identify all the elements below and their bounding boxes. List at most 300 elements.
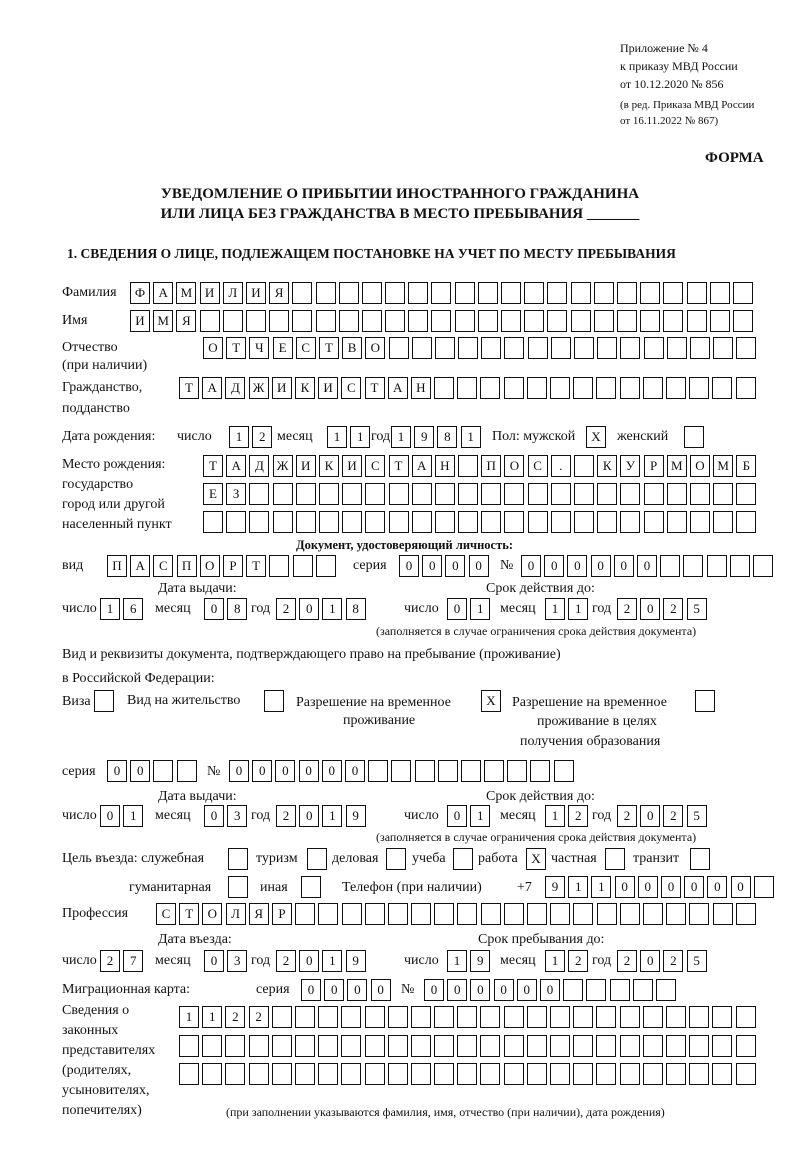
char-box[interactable] (695, 690, 715, 712)
char-box[interactable] (455, 310, 475, 332)
char-box[interactable] (550, 903, 570, 925)
char-box[interactable] (605, 848, 625, 870)
char-box[interactable] (573, 377, 593, 399)
char-box[interactable] (504, 483, 524, 505)
char-box[interactable] (644, 483, 664, 505)
char-box[interactable] (318, 1063, 338, 1085)
char-box[interactable]: 2 (276, 950, 296, 972)
char-box[interactable]: 7 (123, 950, 143, 972)
char-box[interactable]: Т (203, 455, 223, 477)
char-box[interactable] (316, 310, 336, 332)
char-box[interactable] (710, 282, 730, 304)
char-box[interactable]: 1 (350, 426, 370, 448)
char-box[interactable] (269, 555, 289, 577)
char-box[interactable] (736, 511, 756, 533)
char-box[interactable] (457, 903, 477, 925)
char-box[interactable] (273, 511, 293, 533)
char-box[interactable]: 0 (345, 760, 365, 782)
char-box[interactable]: 6 (123, 598, 143, 620)
char-box[interactable] (411, 1063, 431, 1085)
char-box[interactable] (563, 979, 583, 1001)
char-box[interactable] (319, 511, 339, 533)
char-box[interactable] (202, 1063, 222, 1085)
char-box[interactable]: 5 (687, 598, 707, 620)
char-box[interactable] (596, 1006, 616, 1028)
char-box[interactable]: 9 (470, 950, 490, 972)
char-box[interactable]: 2 (100, 950, 120, 972)
char-box[interactable]: 1 (545, 950, 565, 972)
char-box[interactable] (365, 483, 385, 505)
char-box[interactable]: 0 (637, 555, 657, 577)
char-box[interactable] (457, 377, 477, 399)
char-box[interactable]: X (526, 848, 546, 870)
char-box[interactable] (586, 979, 606, 1001)
char-box[interactable]: 0 (614, 555, 634, 577)
char-box[interactable] (707, 555, 727, 577)
char-box[interactable] (246, 310, 266, 332)
char-box[interactable]: О (504, 455, 524, 477)
char-box[interactable] (273, 483, 293, 505)
char-box[interactable] (411, 903, 431, 925)
char-box[interactable] (687, 282, 707, 304)
char-box[interactable] (574, 483, 594, 505)
char-box[interactable]: 0 (544, 555, 564, 577)
char-box[interactable] (228, 848, 248, 870)
char-box[interactable]: 0 (540, 979, 560, 1001)
char-box[interactable]: О (365, 337, 385, 359)
char-box[interactable]: 0 (638, 876, 658, 898)
char-box[interactable]: 8 (346, 598, 366, 620)
char-box[interactable] (712, 377, 732, 399)
char-box[interactable] (457, 1063, 477, 1085)
char-box[interactable] (458, 337, 478, 359)
char-box[interactable] (736, 1006, 756, 1028)
char-box[interactable] (754, 876, 774, 898)
char-box[interactable]: 1 (322, 805, 342, 827)
char-box[interactable]: П (107, 555, 127, 577)
char-box[interactable]: Т (179, 903, 199, 925)
char-box[interactable]: П (177, 555, 197, 577)
char-box[interactable] (435, 337, 455, 359)
char-box[interactable] (415, 760, 435, 782)
char-box[interactable] (574, 337, 594, 359)
char-box[interactable]: 0 (661, 876, 681, 898)
char-box[interactable] (368, 760, 388, 782)
char-box[interactable] (550, 377, 570, 399)
char-box[interactable]: 0 (517, 979, 537, 1001)
char-box[interactable] (94, 690, 114, 712)
char-box[interactable]: 0 (494, 979, 514, 1001)
char-box[interactable] (710, 310, 730, 332)
char-box[interactable] (480, 1063, 500, 1085)
char-box[interactable] (179, 1063, 199, 1085)
char-box[interactable]: 0 (299, 805, 319, 827)
char-box[interactable] (438, 760, 458, 782)
char-box[interactable] (596, 1035, 616, 1057)
char-box[interactable]: 0 (684, 876, 704, 898)
char-box[interactable] (550, 1006, 570, 1028)
char-box[interactable] (478, 282, 498, 304)
char-box[interactable] (643, 377, 663, 399)
char-box[interactable] (385, 282, 405, 304)
char-box[interactable] (272, 1063, 292, 1085)
char-box[interactable] (295, 1035, 315, 1057)
char-box[interactable] (504, 337, 524, 359)
char-box[interactable]: 0 (229, 760, 249, 782)
char-box[interactable] (365, 1063, 385, 1085)
char-box[interactable] (412, 483, 432, 505)
char-box[interactable] (339, 310, 359, 332)
char-box[interactable]: Т (226, 337, 246, 359)
char-box[interactable] (527, 1063, 547, 1085)
char-box[interactable]: Т (365, 377, 385, 399)
char-box[interactable] (527, 1035, 547, 1057)
char-box[interactable] (527, 1006, 547, 1028)
char-box[interactable] (249, 1063, 269, 1085)
char-box[interactable]: И (246, 282, 266, 304)
char-box[interactable] (573, 1035, 593, 1057)
char-box[interactable]: 0 (640, 598, 660, 620)
char-box[interactable]: А (226, 455, 246, 477)
char-box[interactable]: Л (223, 282, 243, 304)
char-box[interactable]: И (342, 455, 362, 477)
char-box[interactable] (640, 282, 660, 304)
char-box[interactable] (689, 1006, 709, 1028)
char-box[interactable]: О (200, 555, 220, 577)
char-box[interactable] (640, 310, 660, 332)
char-box[interactable]: 0 (447, 979, 467, 1001)
char-box[interactable] (200, 310, 220, 332)
char-box[interactable]: 1 (470, 805, 490, 827)
char-box[interactable] (571, 310, 591, 332)
char-box[interactable]: Т (246, 555, 266, 577)
char-box[interactable]: 0 (447, 598, 467, 620)
char-box[interactable]: 0 (204, 598, 224, 620)
char-box[interactable] (507, 760, 527, 782)
char-box[interactable] (712, 1006, 732, 1028)
char-box[interactable]: И (200, 282, 220, 304)
char-box[interactable]: 1 (461, 426, 481, 448)
char-box[interactable] (596, 1063, 616, 1085)
char-box[interactable] (480, 1035, 500, 1057)
char-box[interactable] (292, 310, 312, 332)
char-box[interactable] (551, 483, 571, 505)
char-box[interactable]: М (176, 282, 196, 304)
char-box[interactable] (431, 310, 451, 332)
char-box[interactable]: 0 (347, 979, 367, 1001)
char-box[interactable] (690, 337, 710, 359)
char-box[interactable]: 8 (437, 426, 457, 448)
char-box[interactable] (341, 1063, 361, 1085)
char-box[interactable] (617, 310, 637, 332)
char-box[interactable] (504, 1035, 524, 1057)
char-box[interactable]: 1 (202, 1006, 222, 1028)
char-box[interactable]: 2 (617, 598, 637, 620)
char-box[interactable]: А (202, 377, 222, 399)
char-box[interactable] (687, 310, 707, 332)
char-box[interactable] (504, 511, 524, 533)
char-box[interactable]: Д (225, 377, 245, 399)
char-box[interactable]: К (295, 377, 315, 399)
char-box[interactable] (295, 1063, 315, 1085)
char-box[interactable] (264, 690, 284, 712)
char-box[interactable] (342, 903, 362, 925)
char-box[interactable]: 0 (445, 555, 465, 577)
char-box[interactable] (571, 282, 591, 304)
char-box[interactable]: X (586, 426, 606, 448)
char-box[interactable] (391, 760, 411, 782)
char-box[interactable] (362, 282, 382, 304)
char-box[interactable]: Б (736, 455, 756, 477)
char-box[interactable] (389, 483, 409, 505)
char-box[interactable] (597, 903, 617, 925)
char-box[interactable]: 1 (229, 426, 249, 448)
char-box[interactable] (307, 848, 327, 870)
char-box[interactable] (228, 876, 248, 898)
char-box[interactable]: Ж (249, 377, 269, 399)
char-box[interactable]: З (226, 483, 246, 505)
char-box[interactable]: В (342, 337, 362, 359)
char-box[interactable] (713, 903, 733, 925)
char-box[interactable] (660, 555, 680, 577)
char-box[interactable] (411, 1006, 431, 1028)
char-box[interactable]: 2 (225, 1006, 245, 1028)
char-box[interactable] (455, 282, 475, 304)
char-box[interactable] (478, 310, 498, 332)
char-box[interactable]: 1 (545, 805, 565, 827)
char-box[interactable]: 2 (276, 598, 296, 620)
char-box[interactable] (457, 1006, 477, 1028)
char-box[interactable]: Я (249, 903, 269, 925)
char-box[interactable]: К (319, 455, 339, 477)
char-box[interactable] (620, 1035, 640, 1057)
char-box[interactable] (594, 310, 614, 332)
char-box[interactable] (528, 337, 548, 359)
char-box[interactable]: Д (249, 455, 269, 477)
char-box[interactable] (689, 903, 709, 925)
char-box[interactable]: 0 (324, 979, 344, 1001)
char-box[interactable]: 0 (615, 876, 635, 898)
char-box[interactable] (550, 1063, 570, 1085)
char-box[interactable]: 2 (617, 950, 637, 972)
char-box[interactable]: 2 (568, 950, 588, 972)
char-box[interactable] (389, 337, 409, 359)
char-box[interactable] (666, 903, 686, 925)
char-box[interactable] (202, 1035, 222, 1057)
char-box[interactable]: И (130, 310, 150, 332)
char-box[interactable] (458, 483, 478, 505)
char-box[interactable] (550, 1035, 570, 1057)
char-box[interactable]: 2 (252, 426, 272, 448)
char-box[interactable] (644, 511, 664, 533)
char-box[interactable]: . (551, 455, 571, 477)
char-box[interactable]: Е (273, 337, 293, 359)
char-box[interactable] (643, 1035, 663, 1057)
char-box[interactable] (713, 483, 733, 505)
char-box[interactable] (733, 282, 753, 304)
char-box[interactable] (594, 282, 614, 304)
char-box[interactable] (177, 760, 197, 782)
char-box[interactable] (225, 1063, 245, 1085)
char-box[interactable] (481, 483, 501, 505)
char-box[interactable] (318, 1035, 338, 1057)
char-box[interactable] (458, 455, 478, 477)
char-box[interactable]: А (412, 455, 432, 477)
char-box[interactable]: 9 (346, 950, 366, 972)
char-box[interactable]: 1 (568, 598, 588, 620)
char-box[interactable]: К (597, 455, 617, 477)
char-box[interactable]: 1 (327, 426, 347, 448)
char-box[interactable] (527, 903, 547, 925)
char-box[interactable] (753, 555, 773, 577)
char-box[interactable] (620, 511, 640, 533)
char-box[interactable] (666, 1035, 686, 1057)
char-box[interactable]: 0 (422, 555, 442, 577)
char-box[interactable] (596, 377, 616, 399)
char-box[interactable]: 1 (322, 950, 342, 972)
char-box[interactable]: Ж (273, 455, 293, 477)
char-box[interactable]: С (365, 455, 385, 477)
char-box[interactable]: X (481, 690, 501, 712)
char-box[interactable] (318, 903, 338, 925)
char-box[interactable]: Е (203, 483, 223, 505)
char-box[interactable] (620, 337, 640, 359)
char-box[interactable] (574, 455, 594, 477)
char-box[interactable]: 0 (299, 598, 319, 620)
char-box[interactable] (528, 483, 548, 505)
char-box[interactable]: 2 (617, 805, 637, 827)
char-box[interactable]: 1 (391, 426, 411, 448)
char-box[interactable] (547, 282, 567, 304)
char-box[interactable] (388, 903, 408, 925)
char-box[interactable]: Я (269, 282, 289, 304)
char-box[interactable]: 1 (545, 598, 565, 620)
char-box[interactable]: А (388, 377, 408, 399)
char-box[interactable] (431, 282, 451, 304)
char-box[interactable]: М (153, 310, 173, 332)
char-box[interactable]: 5 (687, 950, 707, 972)
char-box[interactable] (301, 876, 321, 898)
char-box[interactable] (295, 903, 315, 925)
char-box[interactable] (435, 483, 455, 505)
char-box[interactable] (663, 310, 683, 332)
char-box[interactable]: Я (176, 310, 196, 332)
char-box[interactable]: 0 (640, 950, 660, 972)
char-box[interactable]: У (620, 455, 640, 477)
char-box[interactable] (712, 1063, 732, 1085)
char-box[interactable] (292, 282, 312, 304)
char-box[interactable]: 0 (204, 805, 224, 827)
char-box[interactable] (408, 310, 428, 332)
char-box[interactable]: 0 (424, 979, 444, 1001)
char-box[interactable]: 1 (179, 1006, 199, 1028)
char-box[interactable] (481, 511, 501, 533)
char-box[interactable]: 0 (640, 805, 660, 827)
char-box[interactable] (434, 1035, 454, 1057)
char-box[interactable] (620, 1006, 640, 1028)
char-box[interactable] (504, 377, 524, 399)
char-box[interactable] (524, 282, 544, 304)
char-box[interactable] (666, 1063, 686, 1085)
char-box[interactable]: И (272, 377, 292, 399)
char-box[interactable] (736, 377, 756, 399)
char-box[interactable]: 0 (447, 805, 467, 827)
char-box[interactable] (481, 337, 501, 359)
char-box[interactable]: 3 (227, 950, 247, 972)
char-box[interactable] (504, 1006, 524, 1028)
char-box[interactable]: 0 (252, 760, 272, 782)
char-box[interactable] (501, 310, 521, 332)
char-box[interactable]: Р (644, 455, 664, 477)
char-box[interactable] (573, 1006, 593, 1028)
char-box[interactable] (620, 483, 640, 505)
char-box[interactable] (667, 511, 687, 533)
char-box[interactable] (547, 310, 567, 332)
char-box[interactable] (434, 1006, 454, 1028)
char-box[interactable]: О (690, 455, 710, 477)
char-box[interactable] (389, 511, 409, 533)
char-box[interactable] (318, 1006, 338, 1028)
char-box[interactable]: С (153, 555, 173, 577)
char-box[interactable] (365, 903, 385, 925)
char-box[interactable] (524, 310, 544, 332)
char-box[interactable]: А (153, 282, 173, 304)
char-box[interactable] (663, 282, 683, 304)
char-box[interactable] (316, 282, 336, 304)
char-box[interactable]: А (130, 555, 150, 577)
char-box[interactable] (342, 483, 362, 505)
char-box[interactable]: 1 (100, 598, 120, 620)
char-box[interactable]: 9 (346, 805, 366, 827)
char-box[interactable] (458, 511, 478, 533)
char-box[interactable] (644, 337, 664, 359)
char-box[interactable] (643, 903, 663, 925)
char-box[interactable]: 3 (227, 805, 247, 827)
char-box[interactable] (296, 483, 316, 505)
char-box[interactable]: Ч (249, 337, 269, 359)
char-box[interactable]: 9 (545, 876, 565, 898)
char-box[interactable] (573, 903, 593, 925)
char-box[interactable] (341, 1006, 361, 1028)
char-box[interactable]: 0 (322, 760, 342, 782)
char-box[interactable] (504, 903, 524, 925)
char-box[interactable]: 2 (276, 805, 296, 827)
char-box[interactable] (412, 337, 432, 359)
char-box[interactable] (480, 1006, 500, 1028)
char-box[interactable]: 0 (707, 876, 727, 898)
char-box[interactable] (551, 511, 571, 533)
char-box[interactable]: С (156, 903, 176, 925)
char-box[interactable] (633, 979, 653, 1001)
char-box[interactable] (530, 760, 550, 782)
char-box[interactable]: С (528, 455, 548, 477)
char-box[interactable] (736, 337, 756, 359)
char-box[interactable]: О (203, 337, 223, 359)
char-box[interactable] (480, 377, 500, 399)
char-box[interactable] (527, 377, 547, 399)
char-box[interactable]: Т (319, 337, 339, 359)
char-box[interactable] (736, 903, 756, 925)
char-box[interactable] (484, 760, 504, 782)
char-box[interactable] (689, 377, 709, 399)
char-box[interactable]: Н (435, 455, 455, 477)
char-box[interactable] (226, 511, 246, 533)
char-box[interactable] (690, 511, 710, 533)
char-box[interactable] (179, 1035, 199, 1057)
char-box[interactable]: И (296, 455, 316, 477)
char-box[interactable] (385, 310, 405, 332)
char-box[interactable] (365, 1035, 385, 1057)
